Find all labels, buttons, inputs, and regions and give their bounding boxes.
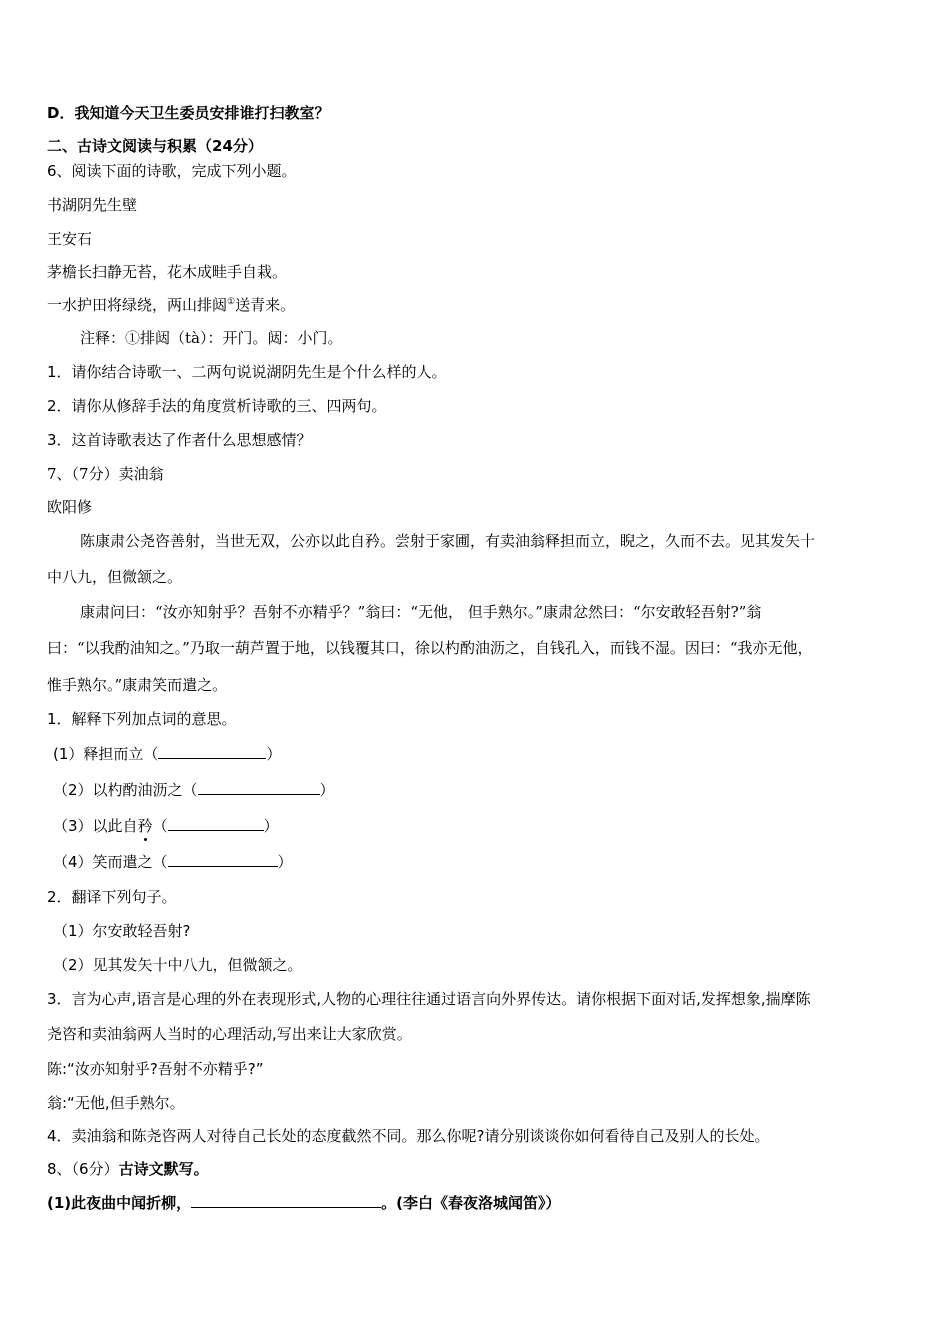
item-8-1 — [47, 1193, 561, 1212]
answer-blank-4[interactable] — [168, 852, 278, 867]
item-7-1-3-text: （3）以此自 — [53, 817, 138, 835]
question-6-1: 1．请你结合诗歌一、二两句说说湖阴先生是个什么样的人。 — [47, 363, 447, 381]
option-d: D．我知道今天卫生委员安排谁打扫教室？ — [47, 104, 330, 122]
question-7: 7、（7分）卖油翁 — [47, 465, 164, 483]
item-7-1-1 — [53, 744, 281, 763]
poem-line-2-text: 一水护田将绿绕，两山排闼 — [47, 296, 228, 314]
emphasis-dot — [144, 838, 147, 841]
item-8-1-source: 。(李白《春夜洛城闻笛》） — [381, 1194, 561, 1212]
item-7-1-2-text: （2）以杓酌油沥之（ — [53, 781, 198, 799]
question-7-3-line-1: 3．言为心声,语言是心理的外在表现形式,人物的心理往往通过语言向外界传达。请你根据下面对话,发挥想象,揣摩陈 — [47, 990, 811, 1008]
poem-line-2 — [47, 296, 295, 314]
item-7-1-4-text: （4）笑而遣之（ — [53, 853, 168, 871]
passage-para-2-line-1: 康肃问曰：“汝亦知射乎？吾射不亦精乎？”翁曰：“无他， 但手熟尔。”康肃忿然曰：“尔安敢轻吾射?”翁 — [80, 603, 762, 621]
answer-blank-1[interactable] — [158, 744, 266, 759]
question-7-4: 4．卖油翁和陈尧咨两人对待自己长处的态度截然不同。那么你呢?请分别谈谈你如何看待自己及别人的长处。 — [47, 1127, 770, 1145]
close-paren: ） — [263, 817, 279, 835]
question-8-number: 8、（6分） — [47, 1160, 119, 1178]
open-paren: （ — [152, 817, 168, 835]
passage-para-2-line-2: 曰：“以我酌油知之。”乃取一葫芦置于地，以钱覆其口，徐以杓酌油沥之，自钱孔入，而钱不湿。因曰：“我亦无他， — [47, 639, 813, 657]
question-8 — [47, 1160, 209, 1178]
item-7-2-2: （2）见其发矢十中八九，但微颔之。 — [53, 956, 303, 974]
dotted-char — [138, 817, 153, 835]
question-8-title: 古诗文默写。 — [118, 1160, 209, 1178]
dotted-char-text: 矜 — [137, 817, 153, 835]
close-paren: ） — [277, 853, 293, 871]
dialogue-chen: 陈:“汝亦知射乎?吾射不亦精乎?” — [47, 1060, 264, 1078]
question-7-1: 1．解释下列加点词的意思。 — [47, 710, 237, 728]
item-7-1-3 — [53, 816, 279, 835]
section-heading: 二、古诗文阅读与积累（24分） — [47, 137, 263, 155]
dialogue-weng: 翁:“无他,但手熟尔。 — [47, 1094, 185, 1112]
item-7-1-4 — [53, 852, 293, 871]
passage-para-1-line-1: 陈康肃公尧咨善射，当世无双，公亦以此自矜。尝射于家圃，有卖油翁释担而立，睨之，久而不去。见其发矢十 — [80, 532, 816, 550]
close-paren: ） — [266, 745, 282, 763]
close-paren: ） — [319, 781, 335, 799]
poem-line-1: 茅檐长扫静无苔，花木成畦手自栽。 — [47, 263, 288, 281]
question-6-2: 2．请你从修辞手法的角度赏析诗歌的三、四两句。 — [47, 397, 387, 415]
question-6-3: 3．这首诗歌表达了作者什么思想感情？ — [47, 431, 312, 449]
poem-author: 王安石 — [47, 230, 93, 248]
item-8-1-text: (1)此夜曲中闻折柳， — [47, 1194, 192, 1212]
question-7-3-line-2: 尧咨和卖油翁两人当时的心理活动,写出来让大家欣赏。 — [47, 1025, 412, 1043]
question-7-2: 2．翻译下列句子。 — [47, 888, 177, 906]
note-marker: ① — [227, 297, 236, 307]
item-7-1-1-text: (1）释担而立（ — [53, 745, 159, 763]
poem-line-2-end: 送青来。 — [235, 296, 296, 314]
answer-blank-2[interactable] — [198, 780, 320, 795]
question-6: 6、阅读下面的诗歌，完成下列小题。 — [47, 162, 297, 180]
poem-note: 注释：①排闼（tà）：开门。闼：小门。 — [80, 329, 343, 347]
item-7-2-1: （1）尔安敢轻吾射? — [53, 922, 191, 940]
passage-author: 欧阳修 — [47, 498, 93, 516]
answer-blank-8-1[interactable] — [191, 1193, 381, 1208]
poem-title: 书湖阴先生壁 — [47, 196, 138, 214]
passage-para-2-line-3: 惟手熟尔。”康肃笑而遣之。 — [47, 676, 228, 694]
item-7-1-2 — [53, 780, 335, 799]
answer-blank-3[interactable] — [168, 816, 264, 831]
passage-para-1-line-2: 中八九，但微颔之。 — [47, 568, 183, 586]
